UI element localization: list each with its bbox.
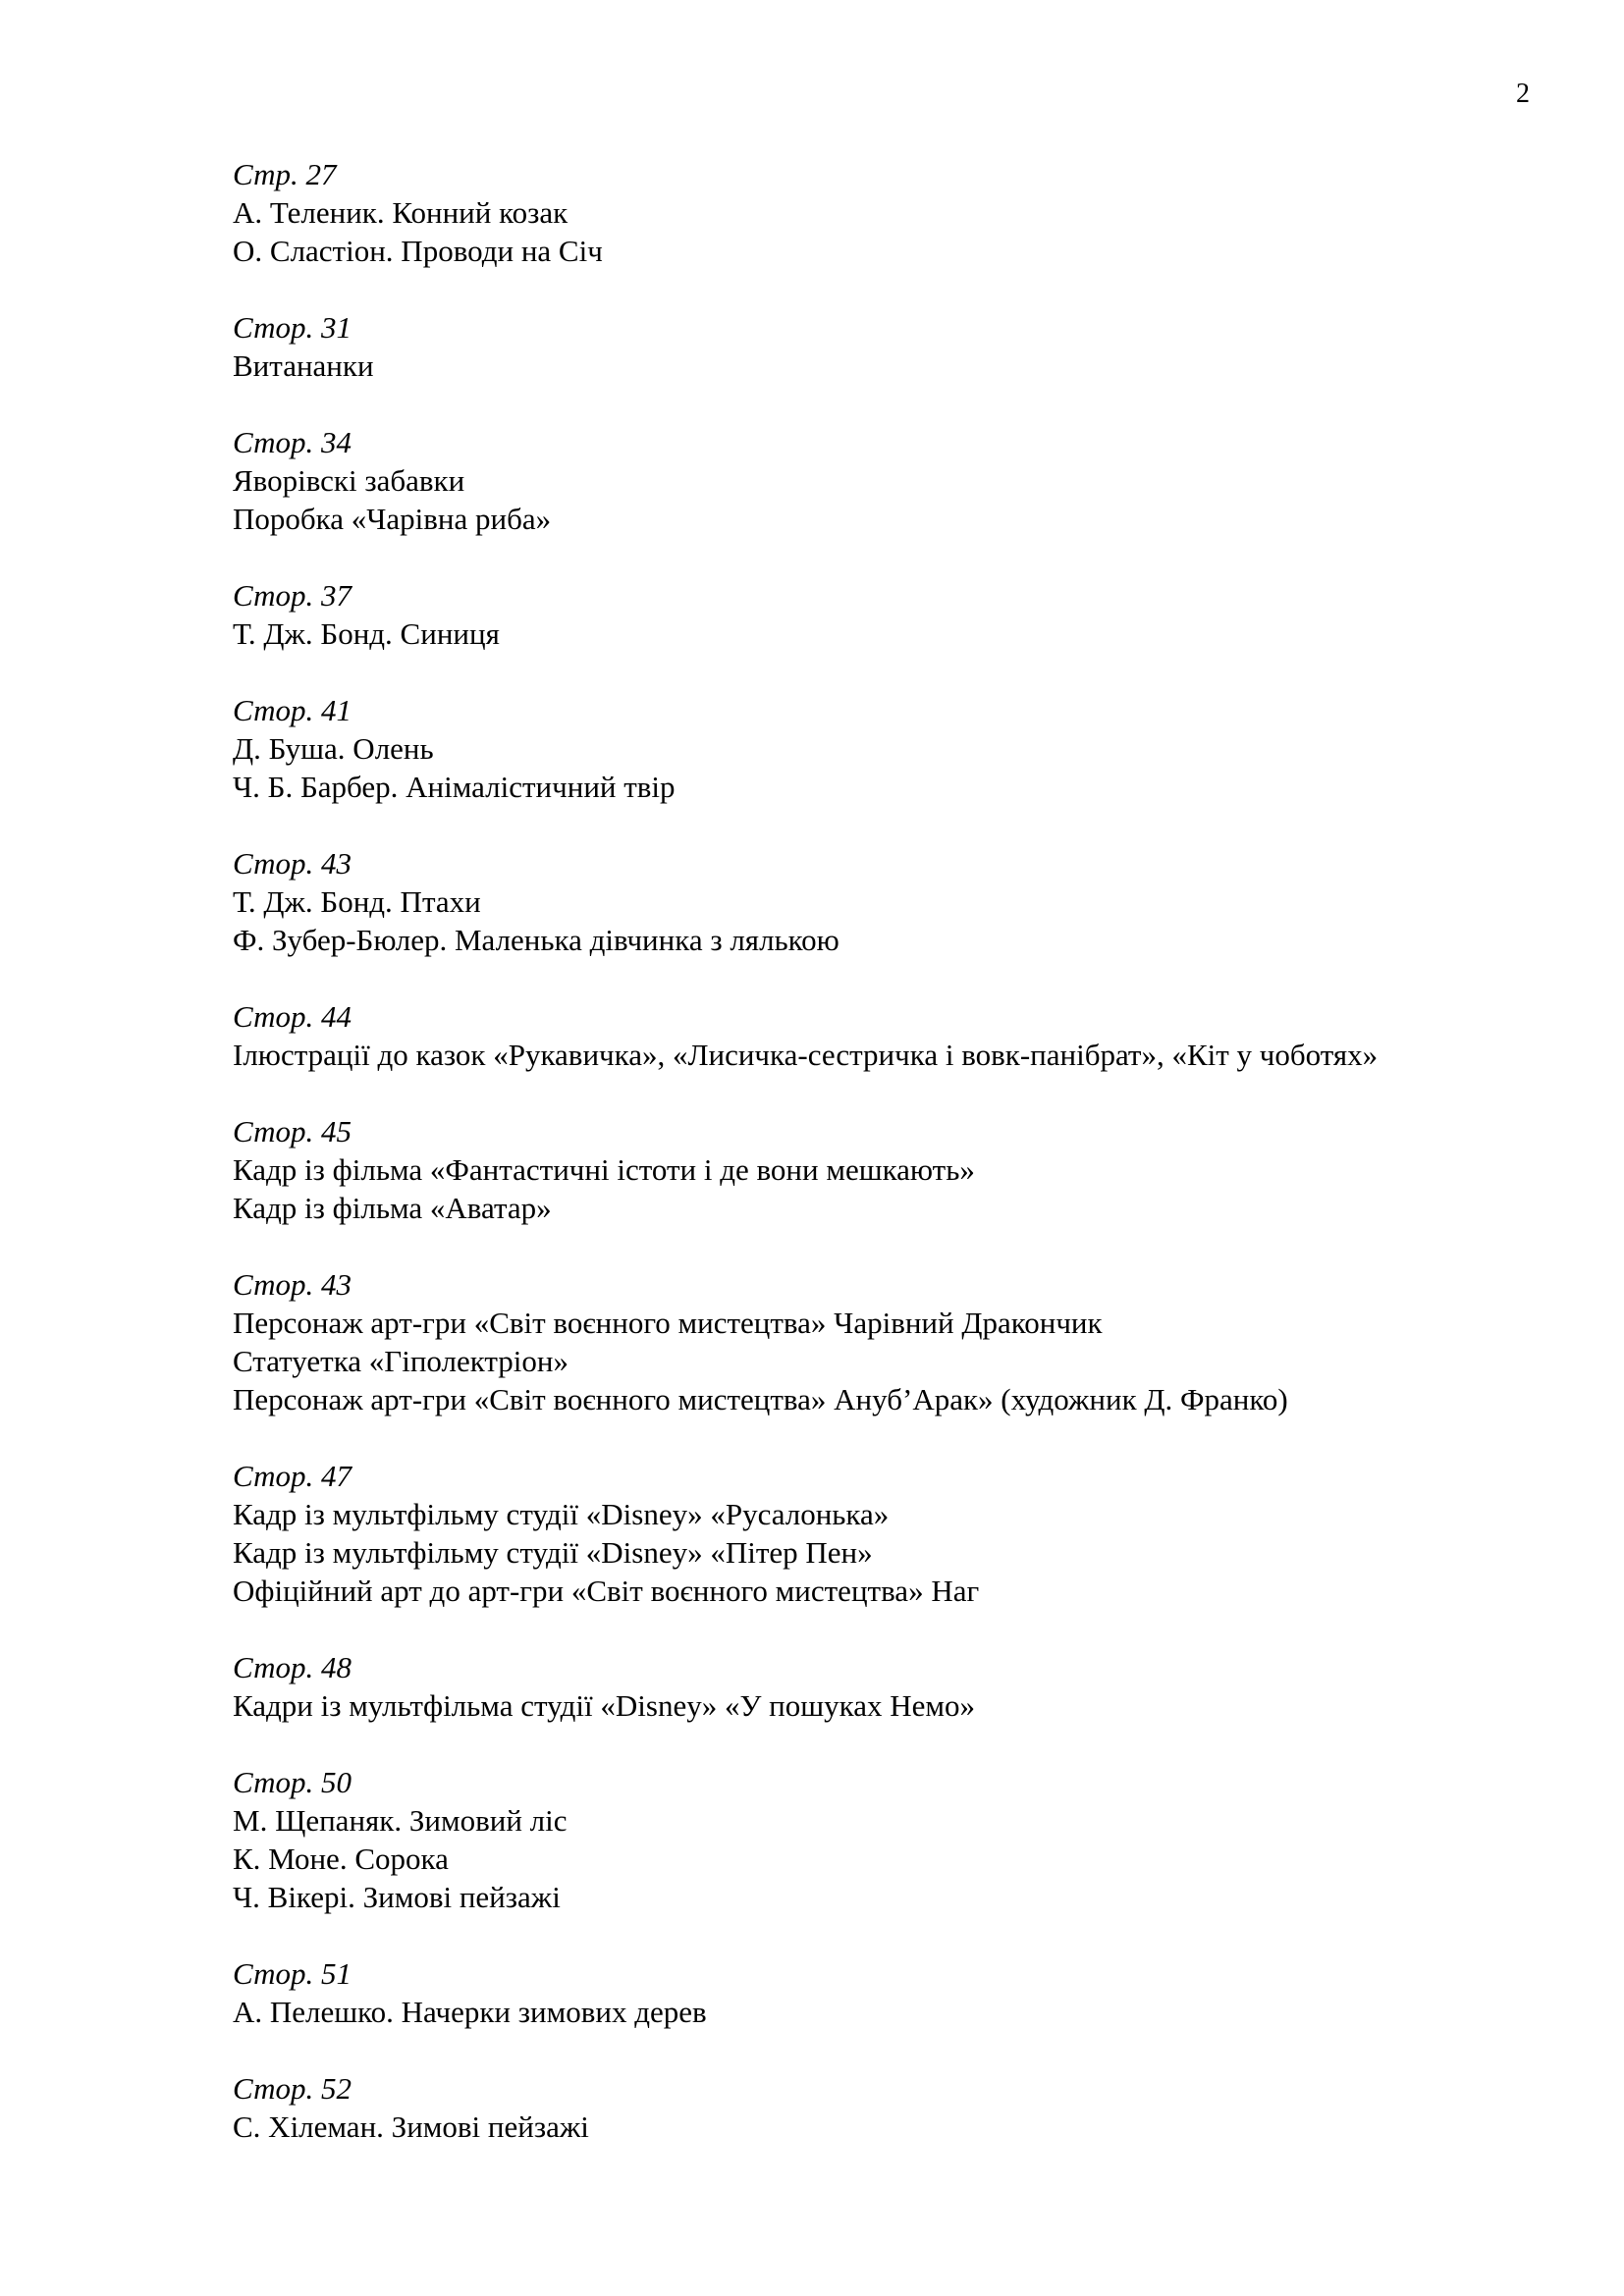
list-item: С. Хілеман. Зимові пейзажі [233, 2109, 589, 2144]
list-item: Т. Дж. Бонд. Синиця [233, 616, 500, 651]
list-section [233, 1265, 1548, 1418]
page-reference: Стор. 47 [233, 1459, 352, 1493]
page-reference: Стр. 27 [233, 157, 337, 191]
list-item: Т. Дж. Бонд. Птахи [233, 884, 481, 919]
page-reference: Стор. 34 [233, 425, 352, 459]
list-item: Персонаж арт-гри «Світ воєнного мистецтва» Чарівний Дракончик [233, 1306, 1103, 1340]
illustration-list [233, 155, 1548, 2184]
list-item: Ф. Зубер-Бюлер. Маленька дівчинка з лялькою [233, 923, 839, 957]
list-item: Ілюстрації до казок «Рукавичка», «Лисичка-сестричка і вовк-панібрат», «Кіт у чоботях» [233, 1038, 1379, 1072]
list-section [233, 155, 1548, 270]
page-reference: Стор. 41 [233, 693, 352, 727]
list-section [233, 1648, 1548, 1725]
page-reference: Стор. 43 [233, 1267, 352, 1302]
list-item: Ч. Вікері. Зимові пейзажі [233, 1880, 561, 1914]
page-reference: Стор. 44 [233, 999, 352, 1034]
list-item: Яворівскі забавки [233, 463, 465, 498]
page-reference: Стор. 51 [233, 1956, 352, 1991]
page-reference: Стор. 45 [233, 1114, 352, 1148]
list-item: М. Щепаняк. Зимовий ліс [233, 1803, 568, 1838]
page-reference: Стор. 52 [233, 2071, 352, 2106]
list-section [233, 308, 1548, 385]
list-item: Кадри із мультфільма студії «Disney» «У пошуках Немо» [233, 1688, 975, 1723]
list-item: А. Пелешко. Начерки зимових дерев [233, 1995, 707, 2029]
page-reference: Стор. 48 [233, 1650, 352, 1684]
list-section [233, 997, 1548, 1074]
list-item: Ч. Б. Барбер. Анімалістичний твір [233, 770, 676, 804]
list-item: Статуетка «Гіполектріон» [233, 1344, 569, 1378]
list-item: Д. Буша. Олень [233, 731, 434, 766]
list-item: О. Сластіон. Проводи на Січ [233, 234, 603, 268]
list-item: Кадр із мультфільму студії «Disney» «Русалонька» [233, 1497, 890, 1531]
page-reference: Стор. 50 [233, 1765, 352, 1799]
list-item: Кадр із мультфільму студії «Disney» «Пітер Пен» [233, 1535, 873, 1570]
list-section [233, 1457, 1548, 1610]
list-section [233, 691, 1548, 806]
list-item: Офіційний арт до арт-гри «Світ воєнного мистецтва» Наг [233, 1574, 980, 1608]
page-reference: Стор. 43 [233, 846, 352, 881]
list-item: К. Моне. Сорока [233, 1842, 449, 1876]
page-reference: Стор. 37 [233, 578, 352, 613]
list-item: Персонаж арт-гри «Світ воєнного мистецтва» Ануб’Арак» (художник Д. Франко) [233, 1382, 1288, 1416]
list-item: Поробка «Чарівна риба» [233, 502, 552, 536]
list-section [233, 844, 1548, 959]
list-item: Кадр із фільма «Аватар» [233, 1191, 552, 1225]
page-number: 2 [1516, 79, 1530, 109]
list-section [233, 576, 1548, 653]
list-item: Витананки [233, 348, 374, 383]
list-section [233, 1954, 1548, 2031]
page-reference: Стор. 31 [233, 310, 352, 345]
list-section [233, 1112, 1548, 1227]
list-section [233, 1763, 1548, 1916]
list-item: Кадр із фільма «Фантастичні істоти і де вони мешкають» [233, 1152, 975, 1187]
list-section [233, 423, 1548, 538]
list-section [233, 2069, 1548, 2146]
list-item: А. Теленик. Конний козак [233, 195, 568, 230]
